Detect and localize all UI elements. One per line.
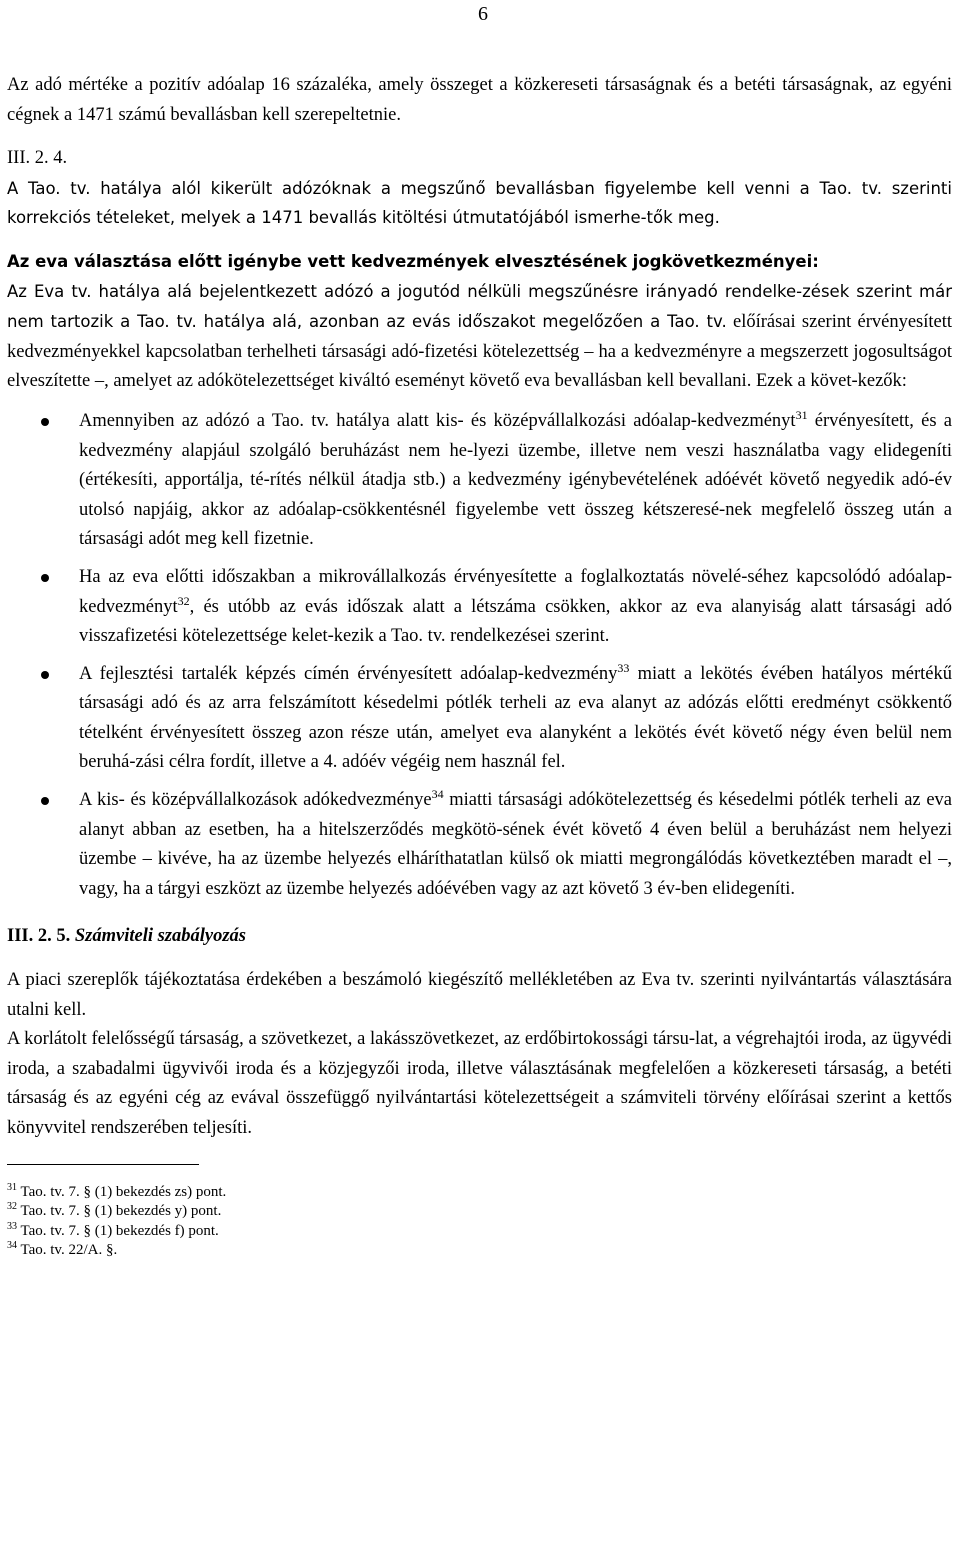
list-item — [7, 660, 952, 778]
consequence-list — [7, 407, 952, 905]
bullet-icon — [41, 574, 49, 582]
paragraph-eva-intro-sans: Az Eva tv. hatálya alá bejelentkezett adózó a jogutód nélküli megszűnésre irányadó rendelke-zések szerint már nem tartozik a Tao. tv. hatálya alá, azonban az evás időszakot megelőzően a Tao. tv. — [7, 281, 952, 332]
list-item — [7, 563, 952, 652]
footnote-number: 33 — [7, 1220, 17, 1232]
bullet-icon — [41, 797, 49, 805]
section-heading-iii-2-4: III. 2. 4. — [7, 148, 68, 169]
footnote — [7, 1222, 952, 1242]
footnote-number: 34 — [7, 1240, 17, 1252]
list-item-text: érvényesített, és a kedvezmény alapjául szolgáló beruházást nem he-lyezi üzembe, illetve nem veszi használatba vagy elidegeníti (értékesíti, apportálja, té-rítés nélkül átadja stb.) a kedvezmény igénybevételének adóévét követő negyedik adó-év utolsó napjáig, akkor az adóalap-csökkentésnél figyelembe vett összeg kétszeresé-nek megfelelő összeg után a társasági adót meg kell fizetnie. — [79, 410, 952, 550]
section-number: III. 2. 5. — [7, 926, 71, 947]
bullet-icon — [41, 418, 49, 426]
paragraph-eva-intro-serif: előírásai szerint érvényesített kedvezményekkel kapcsolatban terhelheti társasági adó-fizetési kötelezettség – ha a kedvezményre a megszerzett jogosultságot elveszítette –, amelyet az adókötelezettséget kiváltó eseményt követő eva bevallásban kell bevallani. Ezek a követ-kezők: — [7, 312, 953, 392]
footnotes — [7, 1183, 952, 1261]
list-item-text: Amennyiben az adózó a Tao. tv. hatálya alatt kis- és középvállalkozási adóalap-kedvezményt — [79, 410, 796, 431]
list-item — [7, 786, 952, 904]
footnote — [7, 1183, 952, 1203]
paragraph-tao-exit: A Tao. tv. hatálya alól kikerült adózóknak a megszűnő bevallásban figyelembe kell venni a Tao. tv. szerinti korrekciós tételeket, melyek a 1471 bevallás kitöltési útmutatójából ismerhe-tők meg. — [7, 178, 952, 228]
footnote-number: 31 — [7, 1181, 17, 1193]
paragraph-tax-rate: Az adó mértéke a pozitív adóalap 16 százaléka, amely összeget a közkereseti társaságnak és a betéti társaságnak, az egyéni cégnek a 1471 számú bevallásban kell szerepeltetnie. — [7, 75, 952, 125]
list-item-text: A kis- és középvállalkozások adókedvezménye — [79, 790, 432, 811]
footnote-number: 32 — [7, 1201, 17, 1213]
list-item-text: miatti társasági adókötelezettség és késedelmi pótlék terheli az eva alanyt abban az esetben, ha a hitelszerződés megkötö-sének évét követő 4 éven belül a beruházást nem helyezi üzembe – kivéve, ha az üzembe helyezés elháríthatatlan külső ok miatti megrongálódás következtében maradt el –, vagy, ha a tárgyi eszközt az üzembe helyezés adóévében vagy az azt követő 3 év-ben elidegeníti. — [79, 790, 952, 899]
section-title: Számviteli szabályozás — [74, 926, 246, 947]
list-item-text: miatt a lekötés évében hatályos mértékű társasági adó és az arra felszámított késedelmi pótlék terheli az eva alanyt az adózás előtti eredményt csökkentő tételként érvényesített összeg azon része után, amelyet eva alanyként a lekötés évét követő négy éven belül nem beruhá-zási célra fordít, illetve a 4. adóév végéig nem használ fel. — [79, 663, 952, 773]
footnote-text: Tao. tv. 7. § (1) bekezdés f) pont. — [17, 1222, 219, 1239]
list-item-text: , és utóbb az evás időszak alatt a létszáma csökken, akkor az eva alanyiság alatt társasági adó visszafizetési kötelezettsége kelet-kezik a Tao. tv. rendelkezései szerint. — [79, 596, 952, 647]
footnote — [7, 1202, 952, 1222]
footnote — [7, 1241, 952, 1261]
paragraph-bookkeeping: A korlátolt felelősségű társaság, a szövetkezet, a lakásszövetkezet, az erdőbirtokossági társu-lat, a végrehajtói iroda, az ügyvédi iroda, a szabadalmi ügyvivői iroda és a közjegyzői iroda, illetve választásának megfelelően a közkereseti társaság, a betéti társaság és az egyéni cég az evával összefüggő nyilvántartási kötelezettségeit a számviteli törvény előírásai szerint a kettős könyvvitel rendszerében teljesíti. — [7, 1029, 952, 1138]
footnote-divider — [7, 1164, 199, 1165]
footnote-text: Tao. tv. 7. § (1) bekezdés zs) pont. — [17, 1183, 227, 1200]
subheading-eva-consequences: Az eva választása előtt igénybe vett kedvezmények elvesztésének jogkövetkezményei: — [7, 251, 819, 271]
section-heading-iii-2-5 — [7, 922, 952, 952]
footnote-ref: 33 — [617, 660, 630, 675]
page-number: 6 — [478, 3, 488, 25]
footnote-text: Tao. tv. 7. § (1) bekezdés y) pont. — [17, 1203, 222, 1220]
list-item — [7, 407, 952, 555]
paragraph-disclosure: A piaci szereplők tájékoztatása érdekében a beszámoló kiegészítő mellékletében az Eva tv. szerinti nyilvántartás választására utalni kell. — [7, 970, 952, 1020]
footnote-ref: 31 — [795, 407, 808, 422]
list-item-text: Ha az eva előtti időszakban a mikrovállalkozás érvényesítette a foglalkoztatás növelé-séhez kapcsolódó adóalap-kedvezményt — [79, 566, 952, 617]
document-body — [7, 71, 952, 1261]
paragraph-eva-intro — [7, 277, 952, 397]
footnote-ref: 32 — [177, 593, 190, 608]
footnote-ref: 34 — [431, 786, 444, 801]
bullet-icon — [41, 671, 49, 679]
list-item-text: A fejlesztési tartalék képzés címén érvényesített adóalap-kedvezmény — [79, 663, 618, 684]
footnote-text: Tao. tv. 22/A. §. — [17, 1242, 118, 1259]
